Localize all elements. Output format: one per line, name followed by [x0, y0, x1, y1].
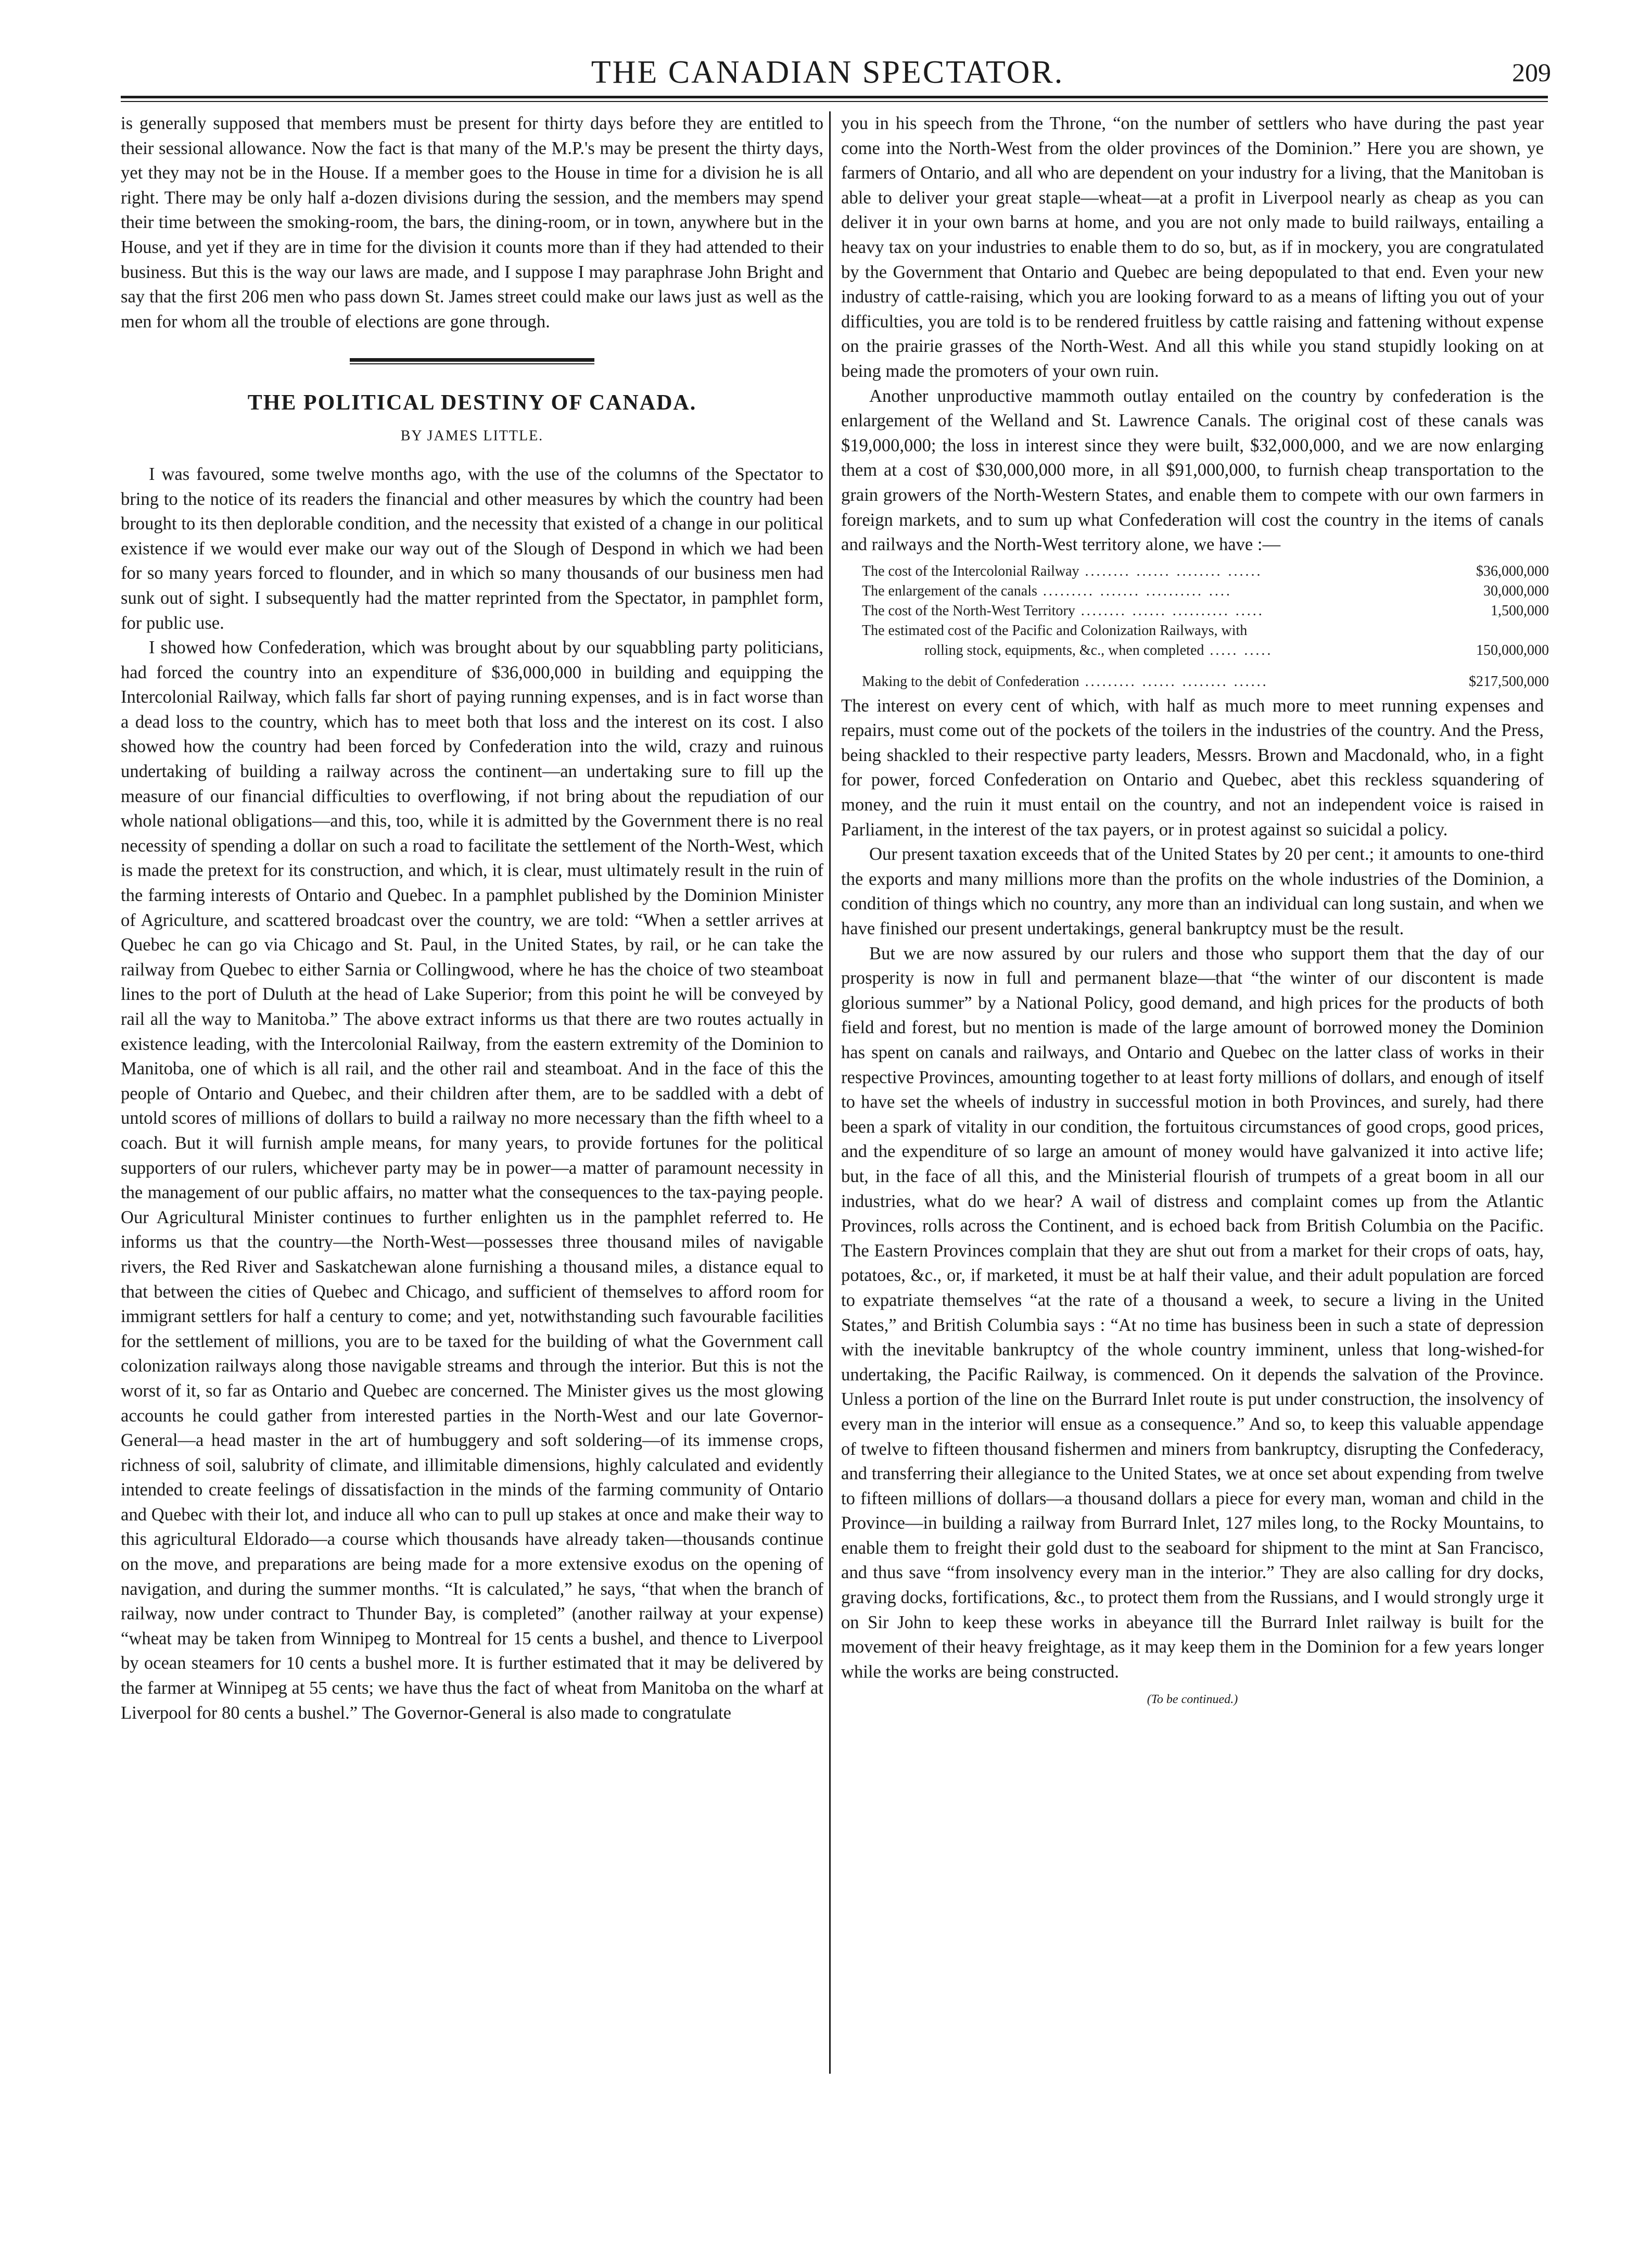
- ledger-amount: 150,000,000: [1476, 642, 1549, 658]
- article-title: THE POLITICAL DESTINY OF CANADA.: [247, 391, 697, 415]
- ledger-amount: 30,000,000: [1483, 582, 1549, 599]
- article-byline: BY JAMES LITTLE.: [400, 428, 544, 445]
- intro-paragraph: is generally supposed that members must be present for thirty days before they are entitled to their sessional allowance. Now the fact is that many of the M.P.'s may be present the thirty days, yet they may not be in the House. If a member goes to the House in time for a division he is all right. There may be only half a-dozen divisions during the session, and the members may spend their time between the smoking-room, the bars, the dining-room, or in town, anywhere but in the House, and yet if they are in time for the division it counts more than if they had attended to their business. But this is the way our laws are made, and I suppose I may paraphrase John Bright and say that the first 206 men who pass down St. James street could make our laws just as well as the men for whom all the trouble of elections are gone through.: [121, 113, 823, 332]
- body-paragraph: I was favoured, some twelve months ago, with the use of the columns of the Spectator to bring to the notice of its readers the financial and other measures by which the country had been brought to its then deplorable condition, and the necessity that existed of a change in our political existence if we would ever make our way out of the Slough of Despond in which we had been for so many years forced to flounder, and in which so many thousands of our business men had sunk out of sight. I subsequently had the matter reprinted from the Spectator, in pamphlet form, for public use.: [121, 464, 823, 633]
- ledger-item: The cost of the Intercolonial Railway ........ ...... ........ ......: [862, 563, 1263, 579]
- body-paragraph: I showed how Confederation, which was brought about by our squabbling party politicians, had forced the country into an expenditure of $36,000,000 in building and equipping the Intercolonial Railway, which falls far short of paying running expenses, and is in fact worse than a dead loss to the country, which has to meet both that loss and the interest on its cost. I also showed how the country had been forced by Confederation into the wild, crazy and ruinous undertaking of building a railway across the continent—an undertaking sure to fill up the measure of our financial difficulties to overflowing, if not bring about the repudiation of our whole national obligations—and this, too, while it is admitted by the Government there is no real necessity of spending a dollar on such a road to facilitate the settlement of the North-West, which is made the pretext for its construction, and which, it is clear, must ultimately result in the ruin of the farming interests of Ontario and Quebec. In a pamphlet published by the Dominion Minister of Agriculture, and scattered broadcast over the country, we are told: “When a settler arrives at Quebec he can go via Chicago and St. Paul, in the United States, by rail, or he can take the railway from Quebec to either Sarnia or Collingwood, where he has the choice of two steamboat lines to the port of Duluth at the head of Lake Superior; from this point he will be conveyed by rail all the way to Manitoba.” The above extract informs us that there are two routes actually in existence leading, with the Intercolonial Railway, from the eastern extremity of the Dominion to Manitoba, one of which is all rail, and the other rail and steamboat. And in the face of this the people of Ontario and Quebec, and their children after them, are to be saddled with a debt of untold scores of millions of dollars to build a railway no more necessary than the fifth wheel to a coach. But it will furnish ample means, for many years, to provide fortunes for the political supporters of our rulers, whichever party may be in power—a matter of paramount necessity in the management of our public affairs, no matter what the consequences to the tax-paying people. Our Agricultural Minister continues to further enlighten us in the pamphlet referred to. He informs us that the country—the North-West—possesses three thousand miles of navigable rivers, the Red River and Saskatchewan alone furnishing a thousand miles, a distance equal to that between the cities of Quebec and Chicago, and sufficient of themselves to afford room for immigrant settlers for half a century to come; and yet, notwithstanding such favourable facilities for the settlement of millions, you are to be taxed for the building of what the Government call colonization railways along those navigable streams and through the interior. But this is not the worst of it, so far as Ontario and Quebec are concerned. The Minister gives us the most glowing accounts he could gather from interested parties in the North-West and our late Governor-General—a head master in the art of humbuggery and soft soldering—of its immense crops, richness of soil, salubrity of climate, and illimitable dimensions, highly calculated and evidently intended to create feelings of dissatisfaction in the minds of the farming community of Ontario and Quebec with their lot, and induce all who can to pull up stakes at once and make their way to this agricultural Eldorado—a course which thousands have already taken—thousands continue on the move, and preparations are being made for a more extensive exodus on the opening of navigation, and during the summer months. “It is calculated,” he says, “that when the branch of railway, now under contract to Thunder Bay, is completed” (another railway at your expense) “wheat may be taken from Winnipeg to Montreal for 15 cents a bushel, and thence to Liverpool by ocean steamers for 10 cents a bushel more. It is further estimated that it may be delivered by the farmer at Winnipeg at 55 cents; we have thus the fact of wheat from Manitoba on the wharf at Liverpool for 80 cents a bushel.” The Governor-General is also made to congratulate: [121, 638, 823, 1723]
- ledger-row: [862, 581, 1549, 601]
- cost-ledger: [862, 562, 1549, 692]
- body-paragraph: Another unproductive mammoth outlay entailed on the country by confederation is the enlargement of the Welland and St. Lawrence Canals. The original cost of these canals was $19,000,000; the loss in interest since they were built, $32,000,000, and we are now enlarging them at a cost of $30,000,000 more, in all $91,000,000, to furnish cheap transportation to the grain growers of the North-Western States, and enable them to compete with our own farmers in foreign markets, and to sum up what Confederation will cost the country in the items of canals and railways and the North-West territory alone, we have :—: [841, 386, 1544, 555]
- right-column: [841, 111, 1549, 1712]
- ledger-item: The enlargement of the canals ......... ....... .......... ....: [862, 582, 1232, 599]
- ledger-row: [862, 562, 1549, 581]
- publication-title: THE CANADIAN SPECTATOR.: [591, 55, 1064, 90]
- left-column: [121, 111, 823, 1725]
- ledger-total-item: Making to the debit of Confederation ......... ...... ........ ......: [862, 673, 1268, 690]
- header-rule: [121, 96, 1548, 102]
- ledger-item: rolling stock, equipments, &c., when completed ..... .....: [924, 642, 1273, 658]
- ledger-amount: $36,000,000: [1476, 563, 1549, 579]
- ledger-row: [862, 621, 1549, 641]
- ledger-amount: [1414, 621, 1549, 641]
- article-separator: [350, 358, 594, 364]
- body-paragraph: you in his speech from the Throne, “on the number of settlers who have during the past year come into the North-West from the older provinces of the Dominion.” Here you are shown, ye farmers of Ontario, and all who are dependent on your industry for a living, that the Manitoban is able to deliver your great staple—wheat—at a profit in Liverpool nearly as cheap as you can deliver it in your own barns at home, and you are not only made to build railways, entailing a heavy tax on your industries to enable them to do so, but, as if in mockery, you are congratulated by the Government that Ontario and Quebec are being depopulated to that end. Even your new industry of cattle-raising, which you are looking forward to as a means of lifting you out of your difficulties, you are told is to be rendered fruitless by cattle raising and fattening without expense on the prairie grasses of the North-West. And all this while you stand stupidly looking on at being made the promoters of your own ruin.: [841, 113, 1544, 381]
- continued-note: (To be continued.): [1147, 1693, 1238, 1707]
- body-paragraph: Our present taxation exceeds that of the United States by 20 per cent.; it amounts to one-third the exports and many millions more than the profits on the whole industries of the Dominion, a condition of things which no country, any more than an individual can long sustain, and when we have finished our present undertakings, general bankruptcy must be the result.: [841, 844, 1544, 939]
- ledger-total-row: [862, 661, 1549, 692]
- column-divider: [829, 111, 831, 2074]
- page-number: 209: [1512, 58, 1551, 87]
- ledger-total-amount: $217,500,000: [1469, 673, 1549, 690]
- body-paragraph: The interest on every cent of which, with half as much more to meet running expenses and repairs, must come out of the pockets of the toilers in the industries of the country. And the Press, being shackled to their respective party leaders, Messrs. Brown and Macdonald, who, in a fight for power, forced Confederation on Ontario and Quebec, abet this reckless squandering of money, and the ruin it must entail on the country, and not an independent voice is raised in Parliament, in the interest of the tax payers, or in protest against so suicidal a policy.: [841, 695, 1544, 840]
- ledger-amount: 1,500,000: [1491, 602, 1549, 619]
- ledger-item: The estimated cost of the Pacific and Colonization Railways, with: [862, 622, 1248, 639]
- masthead: [99, 52, 1556, 93]
- ledger-row: [862, 641, 1549, 661]
- body-paragraph: But we are now assured by our rulers and those who support them that the day of our prosperity is now in full and permanent blaze—that “the winter of our discontent is made glorious summer” by a National Policy, good demand, and high prices for the products of both field and forest, but no mention is made of the large amount of borrowed money the Dominion has spent on canals and railways, and Ontario and Quebec on the latter class of works in their respective Provinces, amounting together to at least forty millions of dollars, and enough of itself to have set the wheels of industry in successful motion in both Provinces, and surely, had there been a spark of vitality in our condition, the fortuitous circumstances of good crops, good prices, and the expenditure of so large an amount of money would have galvanized it into active life; but, in the face of all this, and the Ministerial flourish of trumpets of a great boom in all our industries, what do we hear? A wail of distress and complaint comes up from the Atlantic Provinces, rolls across the Continent, and is echoed back from British Columbia on the Pacific. The Eastern Provinces complain that they are shut out from a market for their crops of oats, hay, potatoes, &c., or, if marketed, it must be at half their value, and their adult population are forced to expatriate themselves “at the rate of a thousand a week, to secure a living in the United States,” and British Columbia says : “At no time has business been in such a state of depression with the inevitable bankruptcy of the whole country imminent, unless that long-wished-for undertaking, the Pacific Railway, is commenced. On it depends the salvation of the Province. Unless a portion of the line on the Burrard Inlet route is put under construction, the insolvency of every man in the interior will ensue as a consequence.” And so, to keep this valuable appendage of twelve to fifteen thousand fishermen and miners from bankruptcy, disrupting the Confederacy, and transferring their allegiance to the United States, we at once set about expending from twelve to fifteen millions of dollars—a thousand dollars a piece for every man, woman and child in the Province—in building a railway from Burrard Inlet, 127 miles long, to the Rocky Mountains, to enable them to freight their gold dust to the seaboard for shipment to the mint at San Francisco, and thus save “from insolvency every man in the interior.” They are also calling for dry docks, graving docks, fortifications, &c., to protect them from the Russians, and I would strongly urge it on Sir John to keep these works in abeyance till the Burrard Inlet railway is built for the movement of their heavy freightage, as it may keep them in the Dominion for a few years longer while the works are being constructed.: [841, 943, 1544, 1682]
- ledger-row: [862, 601, 1549, 621]
- ledger-item: The cost of the North-West Territory ........ ...... .......... .....: [862, 602, 1264, 619]
